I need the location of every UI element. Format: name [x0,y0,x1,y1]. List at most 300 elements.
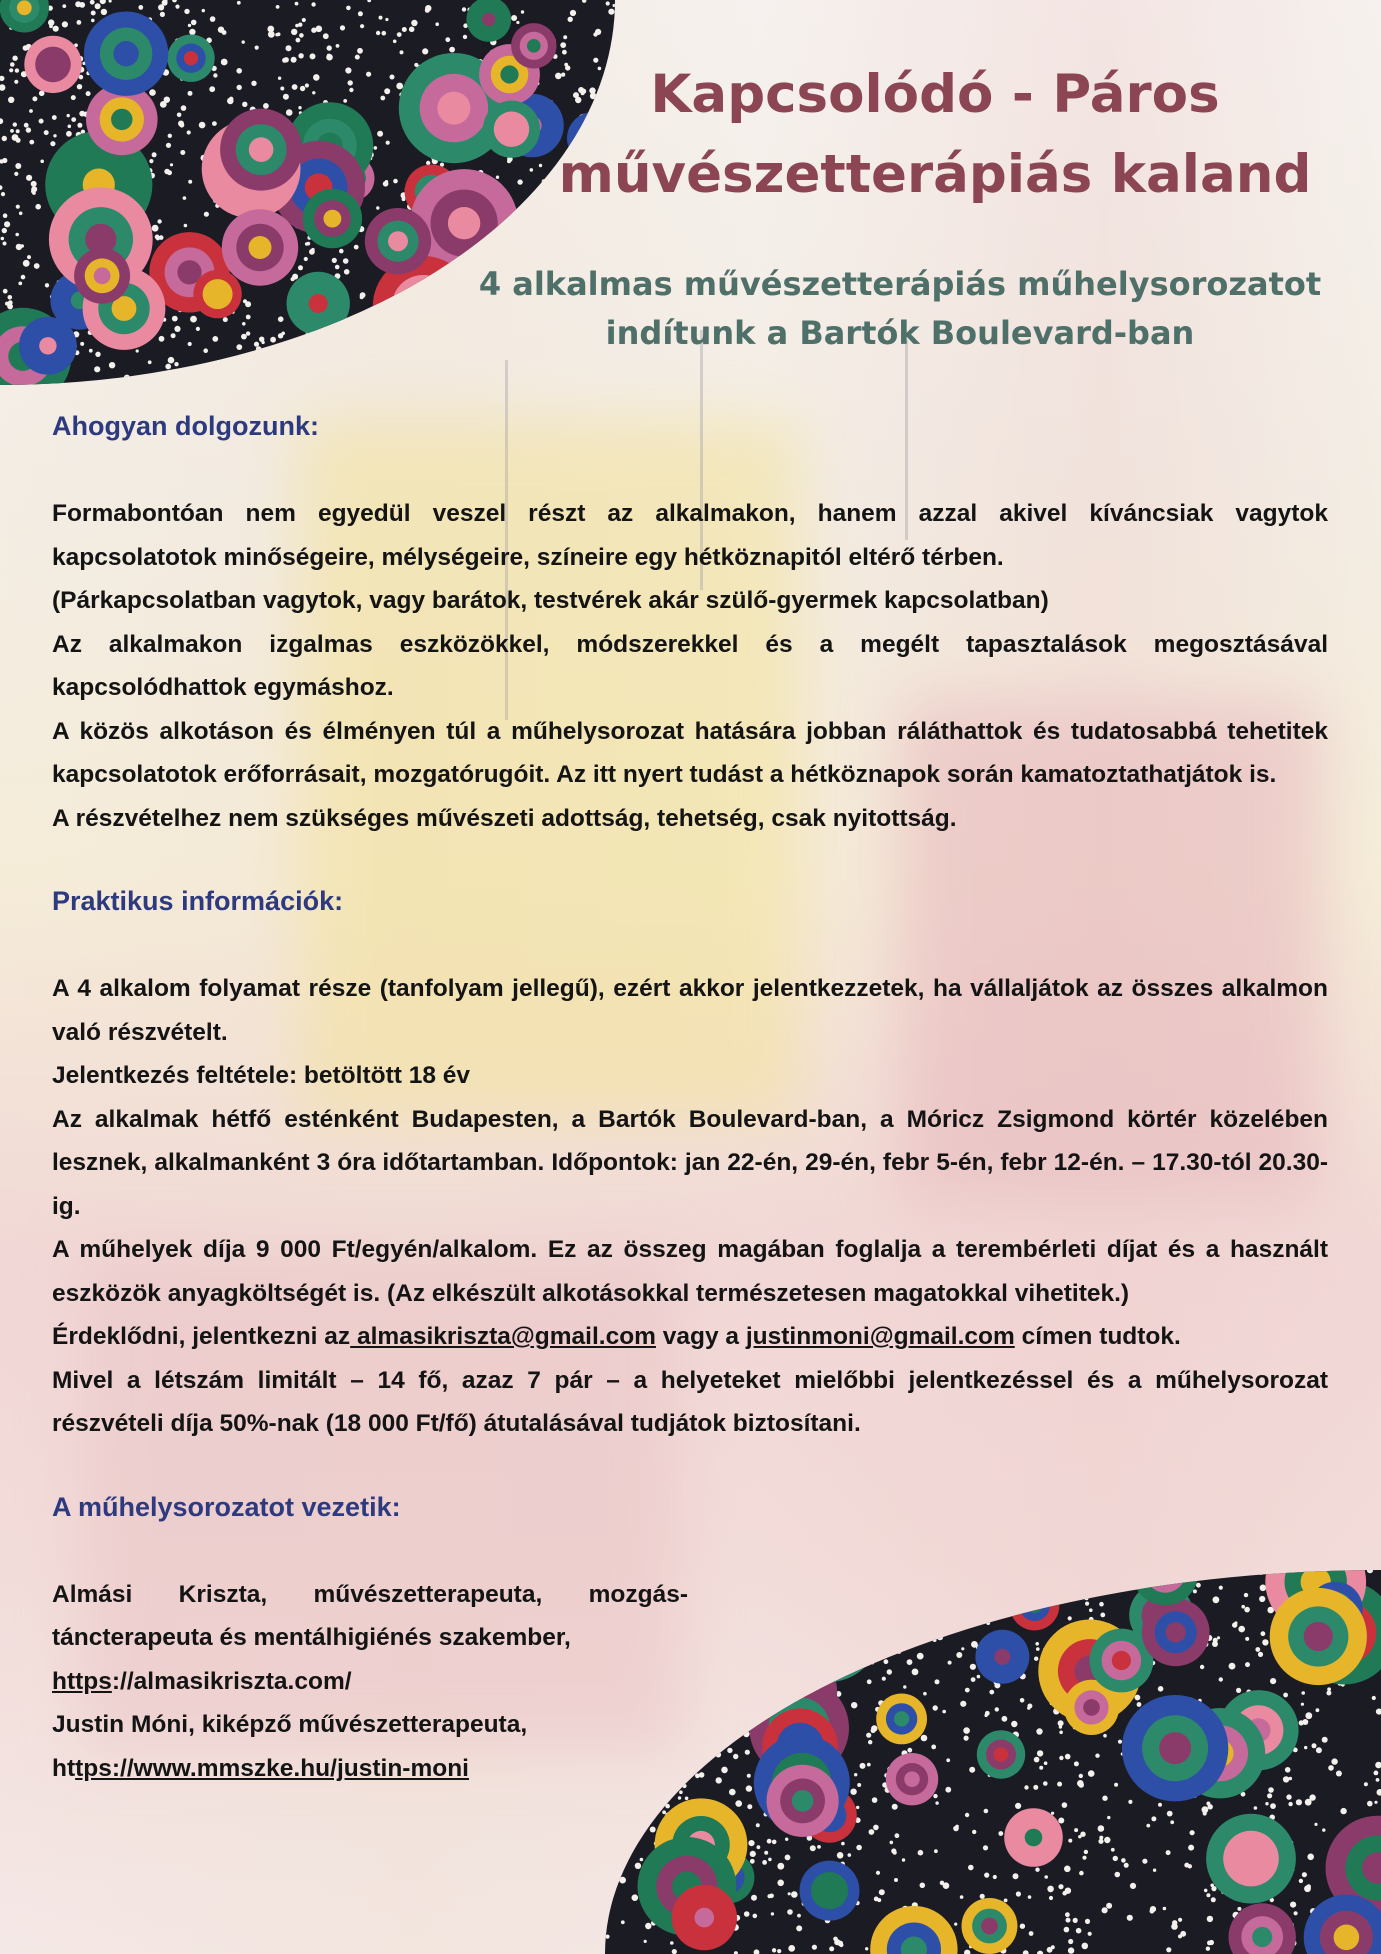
speckle-dot [1286,1794,1291,1799]
section-spacer [52,1446,1328,1486]
speckle-dot [393,179,398,184]
speckle-dot [13,122,17,126]
speckle-dot [873,1825,879,1831]
speckle-dot [358,11,363,16]
page-title-line-2: művészetterápiás kaland [558,144,1312,205]
section-heading-practical: Praktikus információk: [52,886,344,916]
speckle-dot [797,1914,801,1918]
speckle-dot [5,302,9,306]
speckle-dot [304,358,309,363]
speckle-dot [665,1804,670,1809]
speckle-dot [409,361,413,365]
speckle-dot [777,1949,781,1953]
speckle-dot [338,347,342,351]
speckle-dot [829,1946,834,1951]
speckle-dot [517,179,522,184]
section-practical-info [52,880,1328,1446]
leader-1-url-rest[interactable]: ://almasikriszta.com/ [111,1667,352,1695]
speckle-dot [184,9,189,14]
speckle-dot [934,1849,938,1853]
speckle-dot [640,1858,644,1862]
speckle-dot [764,1851,768,1855]
speckle-dot [998,1831,1003,1836]
speckle-dot [1372,1696,1376,1700]
speckle-dot [280,87,284,91]
speckle-dot [18,282,22,286]
speckle-dot [385,18,388,21]
concentric-dot [309,294,328,313]
speckle-dot [598,365,602,369]
speckle-dot [1376,1778,1380,1782]
speckle-dot [265,373,272,380]
speckle-dot [449,47,455,53]
section-spacer [52,840,1328,880]
speckle-dot [964,1950,970,1954]
speckle-dot [757,1845,761,1849]
concentric-dot [17,0,32,15]
speckle-dot [1,237,5,241]
speckle-dot [71,95,76,100]
speckle-dot [1375,1762,1381,1769]
speckle-dot [404,367,410,373]
speckle-dot [383,181,389,187]
speckle-dot [1290,1902,1296,1908]
leader-1-url-prefix[interactable]: https [52,1667,112,1695]
speckle-dot [32,96,37,101]
speckle-dot [374,146,378,150]
speckle-dot [304,346,310,352]
speckle-dot [91,19,95,23]
leader-2-url-rest[interactable]: tps://www.mmszke.hu/justin-moni [75,1754,469,1782]
speckle-dot [278,77,281,80]
speckle-dot [983,1845,988,1850]
speckle-dot [109,0,112,3]
speckle-dot [785,1855,791,1861]
speckle-dot [15,163,21,169]
speckle-dot [252,368,258,374]
speckle-dot [191,20,197,26]
speckle-dot [53,26,59,32]
speckle-dot [1150,1909,1155,1914]
speckle-dot [168,357,175,364]
speckle-dot [747,1804,752,1809]
speckle-dot [2,228,7,233]
speckle-dot [748,1840,754,1846]
concentric-dot [408,291,438,321]
speckle-dot [212,336,218,342]
speckle-dot [171,333,176,338]
speckle-dot [0,118,3,124]
speckle-dot [66,131,72,137]
speckle-dot [53,134,56,137]
speckle-dot [24,123,29,128]
speckle-dot [159,235,164,240]
speckle-dot [236,344,242,350]
speckle-dot [439,375,443,379]
contact-paragraph [52,1315,1328,1359]
speckle-dot [236,68,242,74]
speckle-dot [1073,1918,1078,1923]
speckle-dot [298,106,301,109]
speckle-dot [1204,1889,1208,1893]
section-leaders [52,1486,688,1791]
speckle-dot [953,1826,959,1832]
speckle-dot [872,1797,878,1803]
speckle-dot [1178,1934,1182,1938]
speckle-dot [394,360,398,364]
speckle-dot [237,85,242,90]
speckle-dot [837,1852,844,1859]
speckle-dot [570,10,576,16]
speckle-dot [396,83,403,90]
speckle-dot [538,251,544,257]
speckle-dot [670,1941,674,1945]
speckle-dot [874,1897,879,1902]
speckle-dot [242,322,246,326]
speckle-dot [90,0,95,5]
speckle-dot [203,348,208,353]
speckle-dot [984,1873,989,1878]
speckle-dot [771,1912,774,1915]
speckle-dot [496,176,499,179]
speckle-dot [16,129,20,133]
concentric-dot [1238,1845,1265,1872]
speckle-dot [136,349,139,352]
speckle-dot [397,32,402,37]
speckle-dot [1051,1812,1054,1815]
speckle-dot [366,72,371,77]
concentric-dot [388,231,408,251]
concentric-dot [551,220,566,235]
contact-text-mid: vagy a [655,1323,746,1350]
speckle-dot [461,354,466,359]
speckle-dot [261,341,264,344]
speckle-dot [295,2,299,6]
speckle-dot [841,1842,845,1846]
speckle-dot [325,359,328,362]
speckle-dot [1142,1859,1147,1864]
speckle-dot [902,1858,905,1861]
speckle-dot [377,131,383,137]
speckle-dot [360,24,364,28]
speckle-dot [39,119,44,124]
speckle-dot [788,1945,795,1952]
speckle-dot [311,2,315,6]
speckle-dot [1374,1801,1377,1804]
speckle-dot [40,160,44,164]
speckle-dot [463,35,467,39]
speckle-dot [1376,1709,1381,1715]
concentric-dot [792,1790,814,1812]
speckle-dot [309,249,315,255]
speckle-dot [354,245,359,250]
speckle-dot [77,123,82,128]
speckle-dot [8,295,13,300]
speckle-dot [254,342,259,347]
speckle-dot [980,1894,985,1899]
speckle-dot [1037,1951,1043,1954]
concentric-dot [500,65,518,83]
speckle-dot [367,0,371,2]
leader-2-url[interactable] [52,1747,688,1791]
speckle-dot [1,192,5,196]
speckle-dot [211,362,217,368]
speckle-dot [160,101,167,108]
speckle-dot [506,377,509,380]
speckle-dot [221,59,228,66]
speckle-dot [124,375,130,381]
speckle-dot [174,326,180,332]
speckle-dot [1062,1802,1068,1808]
speckle-dot [295,24,299,28]
speckle-dot [384,88,390,94]
section-how-we-work [52,405,1328,840]
speckle-dot [935,1801,938,1804]
speckle-dot [777,1863,784,1870]
speckle-dot [560,42,566,48]
speckle-dot [1107,1816,1110,1819]
speckle-dot [1254,1806,1258,1810]
speckle-dot [292,84,298,90]
how-paragraph-4: A közös alkotáson és élményen túl a műhelysorozat hatására jobban ráláthattok és tudatosabbá tehetitek kapcsolatotok erőforrásait, mozgatórugóit. Az itt nyert tudást a hétköznapok során kamatoztathatjátok is. [52,717,1328,788]
speckle-dot [62,21,68,27]
speckle-dot [879,1889,885,1895]
speckle-dot [77,20,82,25]
speckle-dot [16,205,20,209]
speckle-dot [796,1925,802,1931]
speckle-dot [179,123,184,128]
speckle-dot [1206,1893,1210,1897]
speckle-dot [170,163,173,166]
speckle-dot [1065,1888,1071,1894]
speckle-dot [1076,1928,1082,1934]
speckle-dot [95,352,100,357]
speckle-dot [313,74,320,81]
speckle-dot [662,1810,666,1814]
speckle-dot [316,26,323,33]
speckle-dot [152,152,157,157]
speckle-dot [869,1829,875,1835]
speckle-dot [984,1809,989,1814]
speckle-dot [621,1920,625,1924]
speckle-dot [1314,1823,1317,1826]
speckle-dot [573,371,578,376]
speckle-dot [320,372,324,376]
speckle-dot [298,23,302,27]
speckle-dot [768,1858,772,1862]
speckle-dot [817,1845,821,1849]
speckle-dot [94,366,100,372]
speckle-dot [270,337,276,343]
speckle-dot [756,1823,760,1827]
speckle-dot [1364,1782,1368,1786]
speckle-dot [954,1923,957,1926]
speckle-dot [1084,1850,1088,1854]
speckle-dot [355,55,360,60]
email-link-justinmoni[interactable]: justinmoni@gmail.com [745,1323,1015,1350]
speckle-dot [280,355,286,361]
speckle-dot [35,204,41,210]
speckle-dot [292,274,298,280]
speckle-dot [44,130,49,135]
speckle-dot [426,161,430,165]
speckle-dot [138,5,143,10]
speckle-dot [1015,1803,1021,1809]
speckle-dot [34,263,40,269]
concentric-dot [113,41,138,66]
leader-2-url-prefix[interactable]: ht [52,1754,76,1782]
speckle-dot [650,1827,656,1833]
speckle-dot [29,140,34,145]
speckle-dot [1064,1866,1071,1873]
leader-1-url[interactable] [52,1660,688,1704]
speckle-dot [606,1,610,5]
speckle-dot [165,364,171,370]
speckle-dot [1302,1872,1307,1877]
speckle-dot [812,1945,817,1950]
speckle-dot [409,27,415,33]
speckle-dot [9,68,13,72]
speckle-dot [19,212,23,216]
speckle-dot [920,1883,926,1889]
speckle-dot [634,1815,640,1821]
speckle-dot [305,83,309,87]
speckle-dot [960,1895,964,1899]
speckle-dot [27,255,31,259]
speckle-dot [286,109,293,116]
page-subtitle-line-2: indítunk a Bartók Boulevard-ban [605,314,1195,352]
speckle-dot [1294,1911,1298,1915]
speckle-dot [345,67,351,73]
speckle-dot [1051,1945,1055,1949]
speckle-dot [335,265,340,270]
speckle-dot [10,129,14,133]
concentric-dot [1334,1925,1360,1951]
speckle-dot [357,48,363,54]
concentric-dot [981,1918,998,1935]
speckle-dot [62,4,66,8]
speckle-dot [299,33,304,38]
page-subtitle-line-1: 4 alkalmas művészetterápiás műhelysorozatot [478,265,1322,303]
speckle-dot [166,143,171,148]
speckle-dot [993,1875,997,1879]
speckle-dot [77,84,82,89]
speckle-dot [89,349,93,353]
speckle-dot [767,1839,772,1844]
concentric-dot [94,267,111,284]
speckle-dot [312,91,315,94]
speckle-dot [14,80,18,84]
page-title [540,55,1330,215]
speckle-dot [895,1833,900,1838]
speckle-dot [968,1865,974,1871]
speckle-dot [340,25,345,30]
speckle-dot [1124,1863,1129,1868]
speckle-dot [326,54,333,61]
speckle-dot [1170,1820,1174,1824]
speckle-dot [462,7,466,11]
speckle-dot [894,1878,898,1882]
speckle-dot [344,269,350,275]
speckle-dot [190,316,197,323]
speckle-dot [530,168,534,172]
speckle-dot [23,260,30,267]
speckle-dot [445,37,450,42]
speckle-dot [1322,1828,1325,1831]
speckle-dot [679,1790,683,1794]
speckle-dot [1336,1771,1342,1777]
speckle-dot [1104,1837,1110,1843]
speckle-dot [296,38,301,43]
speckle-dot [608,358,613,363]
speckle-dot [242,40,245,43]
speckle-dot [563,35,567,39]
speckle-dot [1340,1808,1346,1814]
speckle-dot [1079,1871,1084,1876]
speckle-dot [402,27,407,32]
concentric-dot [184,51,198,65]
speckle-dot [26,127,31,132]
speckle-dot [508,371,512,375]
speckle-dot [281,332,285,336]
speckle-dot [349,350,352,353]
email-link-almasikriszta[interactable]: almasikriszta@gmail.com [350,1323,656,1350]
speckle-dot [432,375,435,378]
speckle-dot [390,75,395,80]
speckle-dot [260,364,265,369]
speckle-dot [86,91,91,96]
speckle-dot [376,206,379,209]
concentric-dot [111,109,132,130]
speckle-dot [1113,1856,1118,1861]
speckle-dot [346,371,352,377]
speckle-dot [1099,1836,1103,1840]
speckle-dot [564,367,568,371]
speckle-dot [543,363,548,368]
speckle-dot [16,244,22,250]
speckle-dot [608,1873,614,1879]
speckle-dot [893,1851,897,1855]
speckle-dot [313,345,320,352]
speckle-dot [1074,1828,1078,1832]
speckle-dot [1304,1885,1311,1892]
concentric-dot [324,210,342,228]
how-paragraph-5: A részvételhez nem szükséges művészeti adottság, tehetség, csak nyitottság. [52,804,957,832]
speckle-dot [672,1949,677,1954]
speckle-dot [188,180,192,184]
page-title-line-1: Kapcsolódó - Páros [650,64,1220,125]
speckle-dot [213,73,217,77]
speckle-dot [48,19,54,25]
practical-paragraph-6: Mivel a létszám limitált – 14 fő, azaz 7 pár – a helyeteket mielőbbi jelentkezéssel és a műhelysorozat részvételi díja 50%-nak (18 000 Ft/fő) átutalásával tudjátok biztosítani. [52,1366,1328,1437]
speckle-dot [787,1909,793,1915]
speckle-dot [267,26,274,33]
speckle-dot [1049,1896,1053,1900]
speckle-dot [322,377,327,382]
speckle-dot [1044,1875,1048,1879]
speckle-dot [1068,1939,1073,1944]
speckle-dot [209,86,215,92]
speckle-dot [2,136,7,141]
speckle-dot [204,212,209,217]
speckle-dot [1178,1918,1182,1922]
speckle-dot [753,1914,758,1919]
speckle-dot [1166,1850,1171,1855]
speckle-dot [1237,1907,1241,1911]
speckle-dot [568,17,573,22]
speckle-dot [1307,1854,1314,1861]
speckle-dot [283,94,289,100]
